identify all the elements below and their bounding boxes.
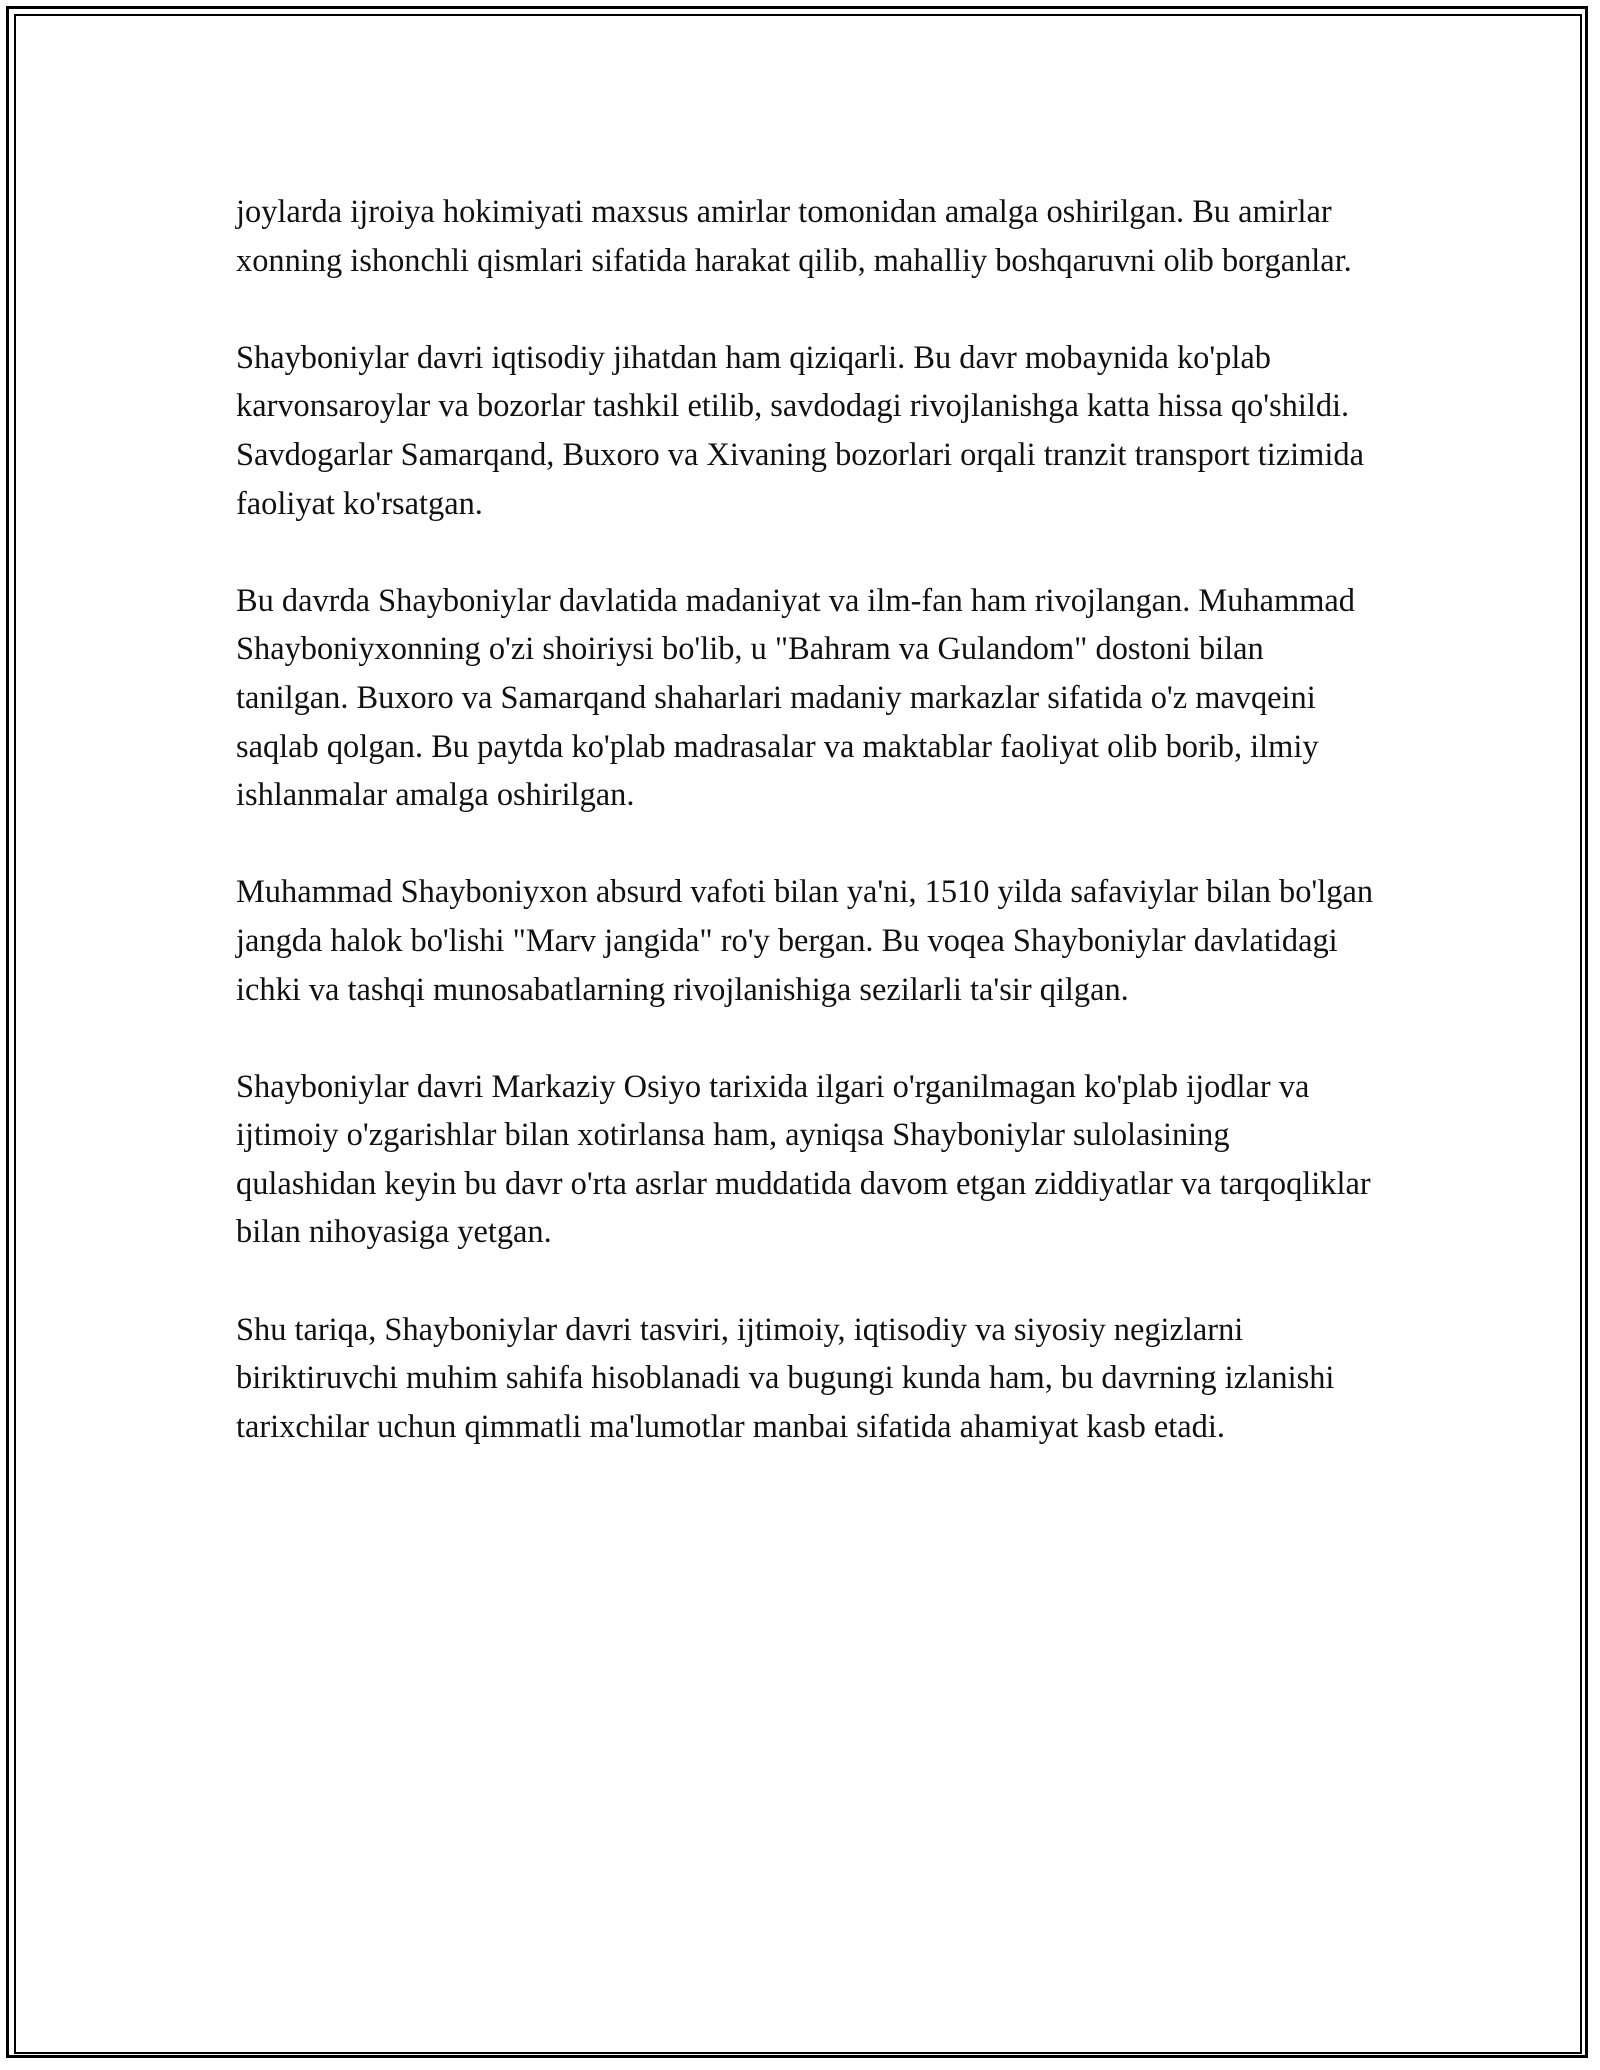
paragraph-1: joylarda ijroiya hokimiyati maxsus amirlar tomonidan amalga oshirilgan. Bu amirlar xonning ishonchli qismlari sifatida harakat qilib, mahalliy boshqaruvni olib borganlar. bbox=[236, 194, 1352, 279]
paragraph-5: Shayboniylar davri Markaziy Osiyo tarixida ilgari o'rganilmagan ko'plab ijodlar va ijtimoiy o'zgarishlar bilan xotirlansa ham, ayniqsa Shayboniylar sulolasining qulashidan keyin bu davr o'rta asrlar muddatida davom etgan ziddiyatlar va tarqoqliklar bilan nihoyasiga yetgan. bbox=[236, 1068, 1371, 1251]
document-body bbox=[236, 188, 1376, 1500]
paragraph-4: Muhammad Shayboniyxon absurd vafoti bilan ya'ni, 1510 yilda safaviylar bilan bo'lgan jangda halok bo'lishi "Marv jangida" ro'y bergan. Bu voqea Shayboniylar davlatidagi ichki va tashqi munosabatlarning rivojlanishiga sezilarli ta'sir qilgan. bbox=[236, 874, 1374, 1008]
paragraph-6: Shu tariqa, Shayboniylar davri tasviri, ijtimoiy, iqtisodiy va siyosiy negizlarni biriktiruvchi muhim sahifa hisoblanadi va bugungi kunda ham, bu davrning izlanishi tarixchilar uchun qimmatli ma'lumotlar manbai sifatida ahamiyat kasb etadi. bbox=[236, 1311, 1335, 1445]
paragraph-3: Bu davrda Shayboniylar davlatida madaniyat va ilm-fan ham rivojlangan. Muhammad Shayboniyxonning o'zi shoiriysi bo'lib, u "Bahram va Gulandom" dostoni bilan tanilgan. Buxoro va Samarqand shaharlari madaniy markazlar sifatida o'z mavqeini saqlab qolgan. Bu paytda ko'plab madrasalar va maktablar faoliyat olib borib, ilmiy ishlanmalar amalga oshirilgan. bbox=[236, 582, 1355, 814]
paragraph-2: Shayboniylar davri iqtisodiy jihatdan ham qiziqarli. Bu davr mobaynida ko'plab karvonsaroylar va bozorlar tashkil etilib, savdodagi rivojlanishga katta hissa qo'shildi. Savdogarlar Samarqand, Buxoro va Xivaning bozorlari orqali tranzit transport tizimida faoliyat ko'rsatgan. bbox=[236, 339, 1364, 522]
